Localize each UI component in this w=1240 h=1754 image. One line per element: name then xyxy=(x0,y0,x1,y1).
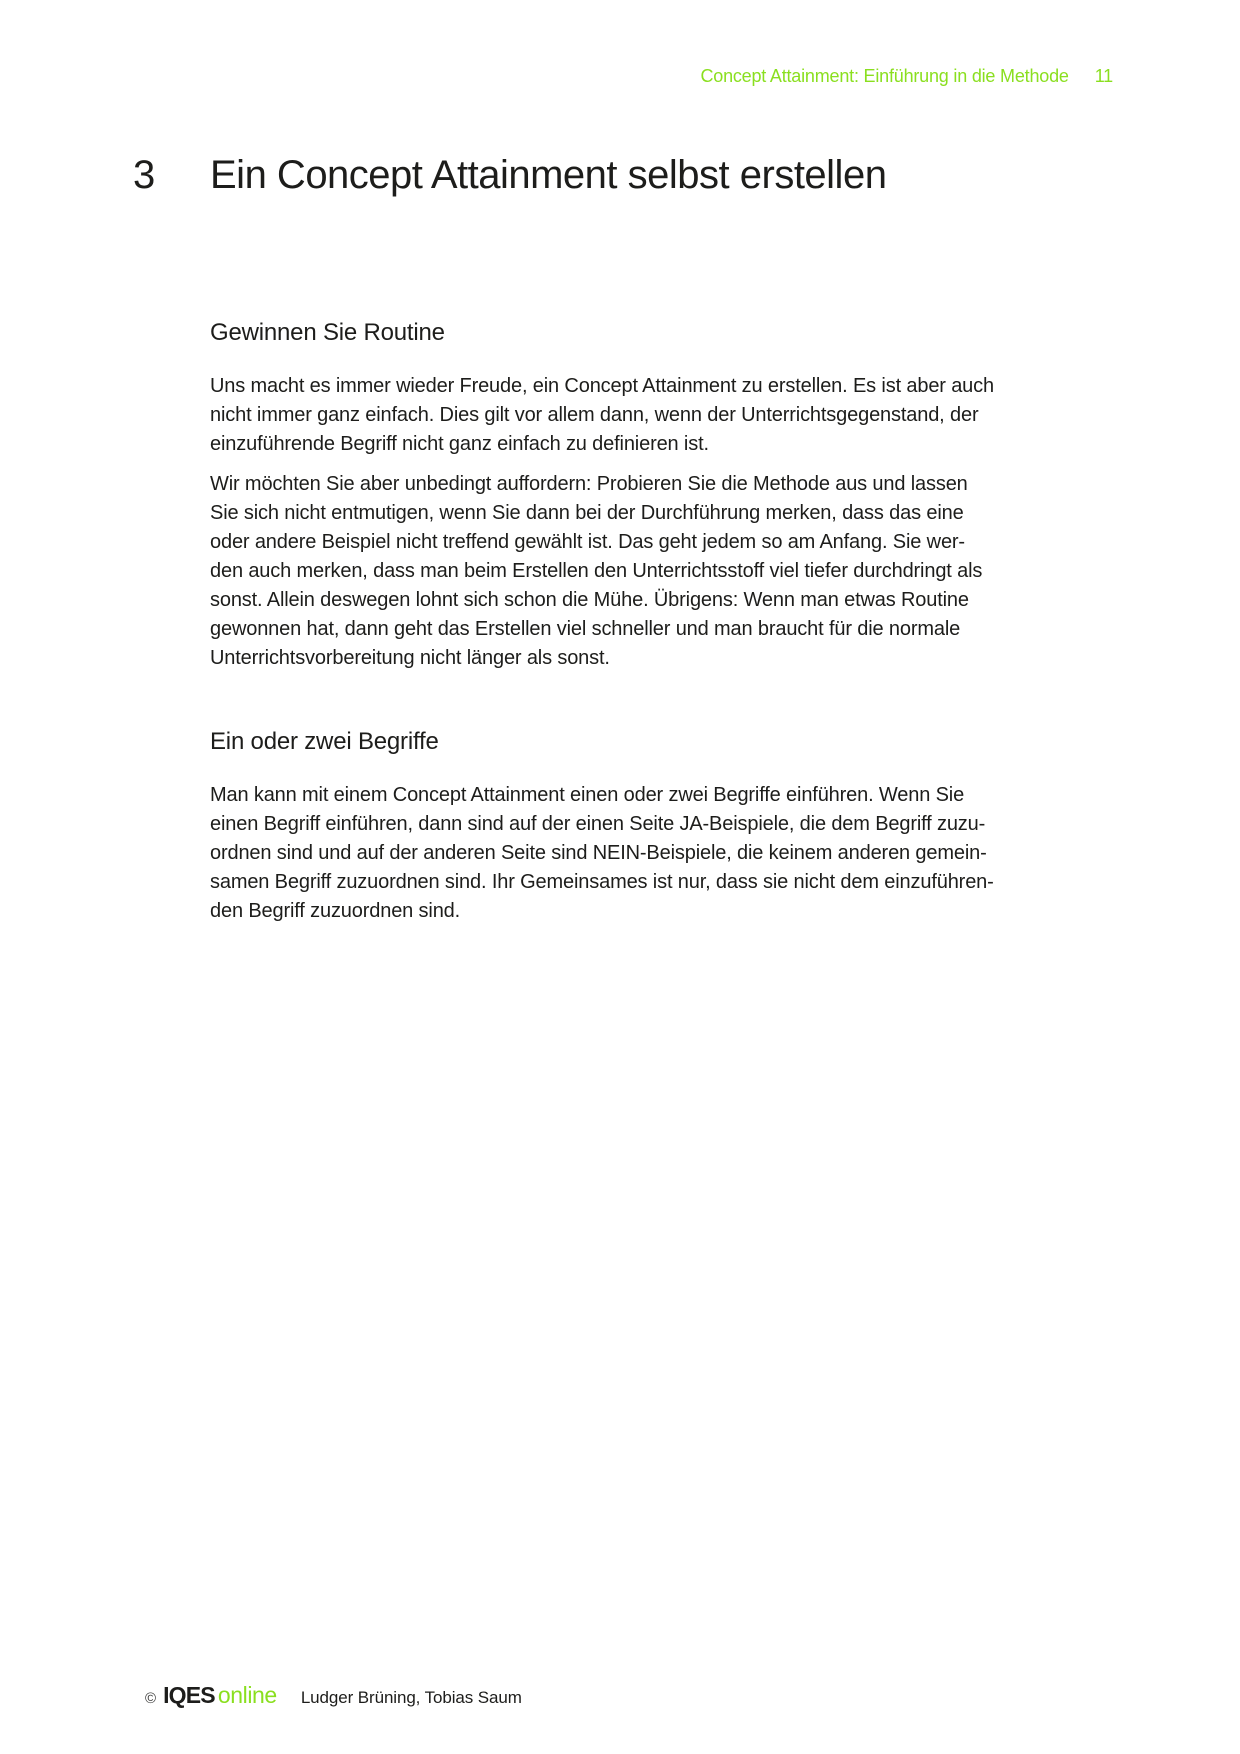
paragraph-line: Man kann mit einem Concept Attainment einen oder zwei Begriffe einführen. Wenn Sie xyxy=(210,784,965,806)
paragraph-line: nicht immer ganz einfach. Dies gilt vor allem dann, wenn der Unterrichtsgegenstand, der xyxy=(210,404,979,426)
iqes-logo-online-text: online xyxy=(217,1682,277,1708)
paragraph-line: sonst. Allein deswegen lohnt sich schon die Mühe. Übrigens: Wenn man etwas Routine xyxy=(210,589,969,611)
chapter-number: 3 xyxy=(133,153,155,197)
running-header xyxy=(700,66,1113,87)
paragraph xyxy=(210,470,1116,673)
section-ein-oder-zwei-begriffe xyxy=(210,727,1116,926)
paragraph-line: Unterrichtsvorbereitung nicht länger als sonst. xyxy=(210,647,610,669)
iqes-logo-text: IQES xyxy=(163,1682,215,1708)
paragraph-line: gewonnen hat, dann geht das Erstellen viel schneller und man braucht für die normale xyxy=(210,618,961,640)
page-footer xyxy=(145,1682,522,1709)
paragraph xyxy=(210,781,1116,926)
section-heading: Ein oder zwei Begriffe xyxy=(210,728,439,755)
paragraph-line: Sie sich nicht entmutigen, wenn Sie dann bei der Durchführung merken, dass das eine xyxy=(210,502,964,524)
section-heading: Gewinnen Sie Routine xyxy=(210,319,445,346)
running-header-title: Concept Attainment: Einführung in die Methode xyxy=(700,66,1069,86)
paragraph xyxy=(210,372,1116,459)
paragraph-line: den auch merken, dass man beim Erstellen den Unterrichtsstoff viel tiefer durchdringt als xyxy=(210,560,983,582)
chapter-heading xyxy=(133,152,886,198)
section-gewinnen-sie-routine xyxy=(210,318,1116,673)
paragraph-line: den Begriff zuzuordnen sind. xyxy=(210,900,461,922)
copyright-icon: © xyxy=(145,1690,157,1707)
paragraph-line: einen Begriff einführen, dann sind auf der einen Seite JA-Beispiele, die dem Begriff zuzu- xyxy=(210,813,986,835)
paragraph-line: Uns macht es immer wieder Freude, ein Concept Attainment zu erstellen. Es ist aber auch xyxy=(210,375,994,397)
footer-authors: Ludger Brüning, Tobias Saum xyxy=(300,1688,522,1707)
paragraph-line: einzuführende Begriff nicht ganz einfach zu definieren ist. xyxy=(210,433,709,455)
paragraph-line: oder andere Beispiel nicht treffend gewählt ist. Das geht jedem so am Anfang. Sie wer- xyxy=(210,531,965,553)
paragraph-line: ordnen sind und auf der anderen Seite sind NEIN-Beispiele, die keinem anderen gemein- xyxy=(210,842,987,864)
paragraph-line: Wir möchten Sie aber unbedingt auffordern: Probieren Sie die Methode aus und lassen xyxy=(210,473,968,495)
chapter-title: Ein Concept Attainment selbst erstellen xyxy=(210,153,887,197)
paragraph-line: samen Begriff zuzuordnen sind. Ihr Gemeinsames ist nur, dass sie nicht dem einzuführen- xyxy=(210,871,994,893)
page-content xyxy=(210,318,1116,926)
page-number: 11 xyxy=(1094,66,1113,86)
